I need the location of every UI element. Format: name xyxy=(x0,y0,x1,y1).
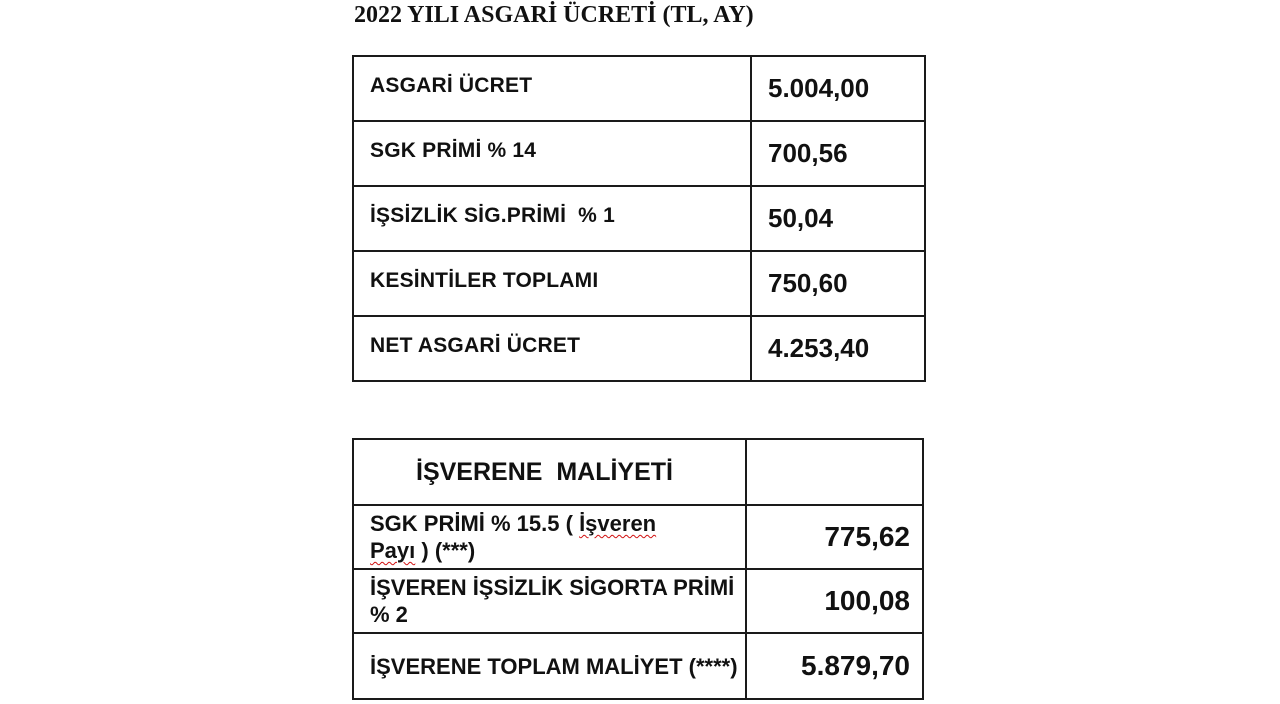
row-value: 100,08 xyxy=(746,569,923,633)
minimum-wage-table xyxy=(352,55,926,382)
row-label: İŞVEREN İŞSİZLİK SİGORTA PRİMİ % 2 xyxy=(353,569,746,633)
table-row-total-deductions xyxy=(353,251,925,316)
table-row-employer-unemployment xyxy=(353,569,923,633)
employer-cost-table xyxy=(352,438,924,700)
table-row-net-wage xyxy=(353,316,925,381)
spellcheck-word: İşveren xyxy=(579,511,657,536)
table-row-employer-total xyxy=(353,633,923,699)
row-value: 50,04 xyxy=(751,186,925,251)
table-row-unemployment-premium xyxy=(353,186,925,251)
row-value: 5.004,00 xyxy=(751,56,925,121)
spellcheck-word: Payı xyxy=(370,538,416,563)
table-row-sgk-premium xyxy=(353,121,925,186)
row-label: KESİNTİLER TOPLAMI xyxy=(353,251,751,316)
row-value: 775,62 xyxy=(746,505,923,569)
row-label: NET ASGARİ ÜCRET xyxy=(353,316,751,381)
table-header-label: İŞVERENE MALİYETİ xyxy=(353,439,746,505)
page-title: 2022 YILI ASGARİ ÜCRETİ (TL, AY) xyxy=(354,2,754,28)
table-header-row xyxy=(353,439,923,505)
label-text: SGK PRİMİ % 15.5 ( xyxy=(370,511,580,536)
row-label xyxy=(353,505,746,569)
row-label: SGK PRİMİ % 14 xyxy=(353,121,751,186)
table-row-gross-wage xyxy=(353,56,925,121)
row-value: 700,56 xyxy=(751,121,925,186)
row-value: 4.253,40 xyxy=(751,316,925,381)
row-value: 750,60 xyxy=(751,251,925,316)
row-value: 5.879,70 xyxy=(746,633,923,699)
table-header-value xyxy=(746,439,923,505)
table-row-employer-sgk xyxy=(353,505,923,569)
label-text: ) (***) xyxy=(415,538,476,563)
row-label: ASGARİ ÜCRET xyxy=(353,56,751,121)
row-label: İŞVERENE TOPLAM MALİYET (****) xyxy=(353,633,746,699)
row-label: İŞSİZLİK SİG.PRİMİ % 1 xyxy=(353,186,751,251)
